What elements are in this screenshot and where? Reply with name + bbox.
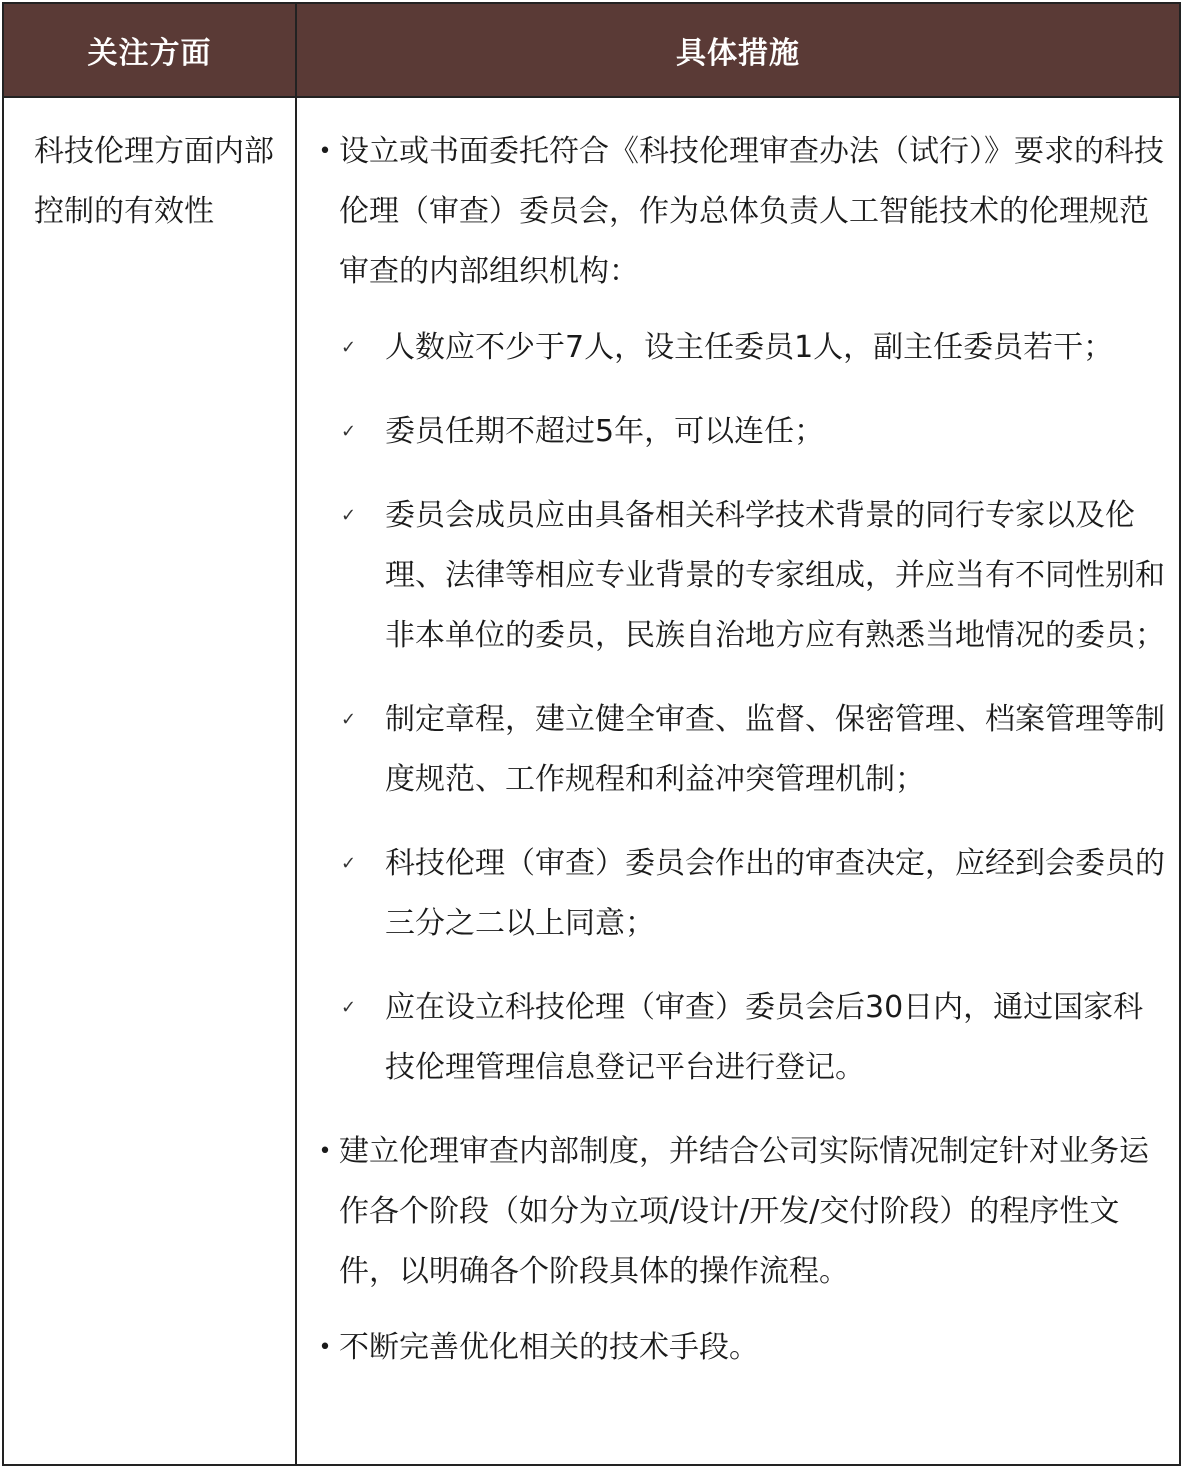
bullet-dot-icon: • (318, 139, 332, 164)
check-item (311, 834, 1169, 954)
bullet-dot-icon: • (318, 1335, 332, 1360)
check-item (311, 978, 1169, 1098)
check-text: 人数应不少于7人，设主任委员1人，副主任委员若干； (385, 330, 1114, 365)
table-header-row (4, 4, 1179, 98)
bullet-text: 设立或书面委托符合《科技伦理审查办法（试行）》要求的科技伦理（审查）委员会，作为总体负责人工智能技术的伦理规范审查的内部组织机构： (339, 134, 1164, 289)
measures-table (2, 2, 1181, 1466)
bullet-dot-icon: • (318, 1139, 332, 1164)
checkmark-icon: ✓ (341, 337, 357, 358)
measures-cell (297, 98, 1179, 1464)
header-aspect: 关注方面 (4, 4, 297, 96)
header-measures: 具体措施 (676, 36, 800, 71)
checkmark-icon: ✓ (341, 709, 357, 730)
table-row (4, 98, 1179, 1464)
check-item (311, 402, 1169, 462)
check-text: 委员任期不超过5年，可以连任； (385, 414, 825, 449)
list-item (311, 1122, 1169, 1302)
check-text: 制定章程，建立健全审查、监督、保密管理、档案管理等制度规范、工作规程和利益冲突管理机制； (385, 702, 1165, 797)
check-text: 委员会成员应由具备相关科学技术背景的同行专家以及伦理、法律等相应专业背景的专家组成，并应当有不同性别和非本单位的委员，民族自治地方应有熟悉当地情况的委员； (385, 498, 1165, 653)
checkmark-icon: ✓ (341, 421, 357, 442)
aspect-cell: 科技伦理方面内部控制的有效性 (4, 98, 297, 1464)
check-item (311, 690, 1169, 810)
checkmark-icon: ✓ (341, 997, 357, 1018)
list-item (311, 122, 1169, 302)
check-item (311, 318, 1169, 378)
check-item (311, 486, 1169, 666)
checkmark-icon: ✓ (341, 853, 357, 874)
bullet-text: 不断完善优化相关的技术手段。 (339, 1330, 759, 1365)
check-text: 应在设立科技伦理（审查）委员会后30日内，通过国家科技伦理管理信息登记平台进行登记。 (385, 990, 1144, 1085)
check-text: 科技伦理（审查）委员会作出的审查决定，应经到会委员的三分之二以上同意； (385, 846, 1165, 941)
bullet-text: 建立伦理审查内部制度，并结合公司实际情况制定针对业务运作各个阶段（如分为立项/设计/开发/交付阶段）的程序性文件，以明确各个阶段具体的操作流程。 (339, 1134, 1149, 1289)
list-item (311, 1318, 1169, 1378)
checkmark-icon: ✓ (341, 505, 357, 526)
